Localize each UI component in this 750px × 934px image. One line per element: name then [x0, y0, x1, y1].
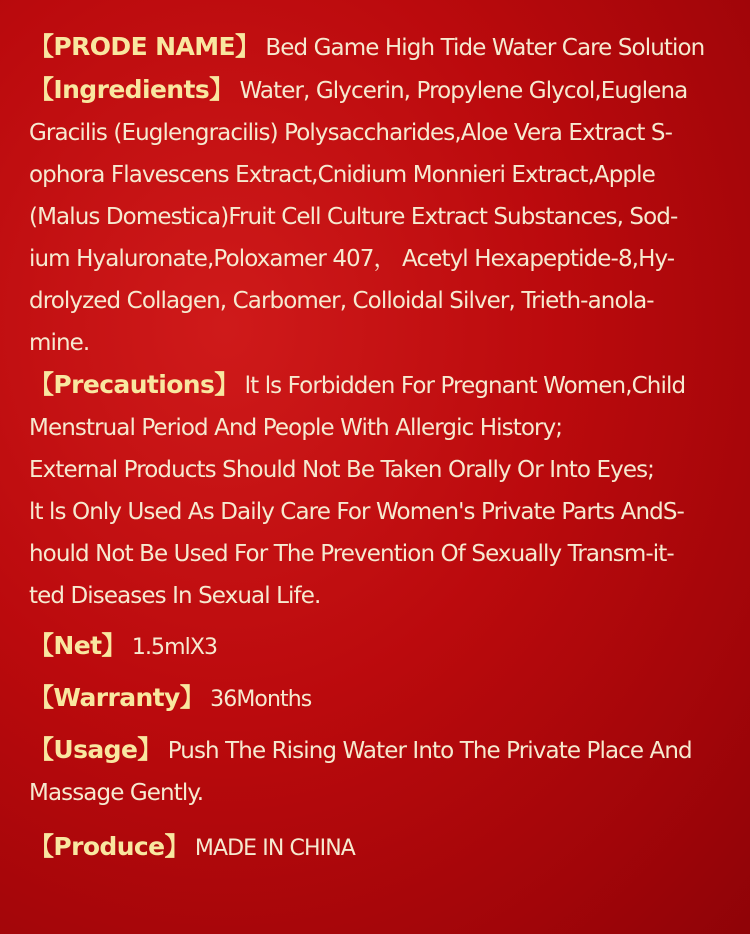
ingredients-text: ium Hyaluronate,Poloxamer 407， Acetyl Hexapeptide-8,Hy-	[29, 246, 675, 272]
ingredients-line	[29, 69, 729, 112]
warranty-label: 【Warranty】	[29, 683, 205, 712]
usage-line	[29, 729, 729, 772]
ingredients-text: mine.	[29, 330, 90, 356]
ingredients-label: 【Ingredients】	[29, 75, 234, 104]
usage-text: Massage Gently.	[29, 780, 204, 806]
net-value: 1.5mlX3	[131, 635, 218, 660]
product-name-section	[29, 26, 729, 69]
ingredients-text: ophora Flavescens Extract,Cnidium Monnieri Extract,Apple	[29, 162, 655, 188]
precautions-text: External Products Should Not Be Taken Orally Or Into Eyes;	[29, 457, 655, 483]
product-info-sheet	[29, 26, 729, 870]
ingredients-text: Water, Glycerin, Propylene Glycol,Euglena	[239, 78, 688, 104]
precautions-text: Menstrual Period And People With Allergic History;	[29, 415, 563, 441]
produce-value: MADE IN CHINA	[194, 836, 355, 861]
ingredients-text: drolyzed Collagen, Carbomer, Colloidal Silver, Trieth-anola-	[29, 288, 654, 314]
net-section	[29, 625, 729, 669]
precautions-text: hould Not Be Used For The Prevention Of Sexually Transm-it-	[29, 541, 674, 567]
net-label: 【Net】	[29, 631, 126, 660]
warranty-section	[29, 677, 729, 721]
net-line	[29, 625, 729, 669]
usage-text: Push The Rising Water Into The Private Place And	[167, 738, 692, 764]
warranty-value: 36Months	[210, 687, 312, 712]
precautions-text: lt ls Only Used As Daily Care For Women's Private Parts AndS-	[29, 499, 684, 525]
product-name-line	[29, 26, 729, 69]
ingredients-text: Gracilis (Euglengracilis) Polysaccharides,Aloe Vera Extract S-	[29, 120, 672, 146]
warranty-line	[29, 677, 729, 721]
ingredients-section	[29, 69, 729, 364]
precautions-section	[29, 364, 729, 617]
product-name-value: Bed Game High Tide Water Care Solution	[265, 35, 705, 61]
product-name-label: 【PRODE NAME】	[29, 32, 260, 61]
precautions-text: ted Diseases In Sexual Life.	[29, 583, 321, 609]
precautions-text: lt ls Forbidden For Pregnant Women,Child	[244, 373, 686, 399]
ingredients-text: (Malus Domestica)Fruit Cell Culture Extract Substances, Sod-	[29, 204, 678, 230]
produce-label: 【Produce】	[29, 832, 189, 861]
usage-section	[29, 729, 729, 814]
precautions-label: 【Precautions】	[29, 370, 239, 399]
produce-line	[29, 826, 729, 870]
usage-label: 【Usage】	[29, 735, 162, 764]
precautions-line	[29, 364, 729, 407]
produce-section	[29, 826, 729, 870]
